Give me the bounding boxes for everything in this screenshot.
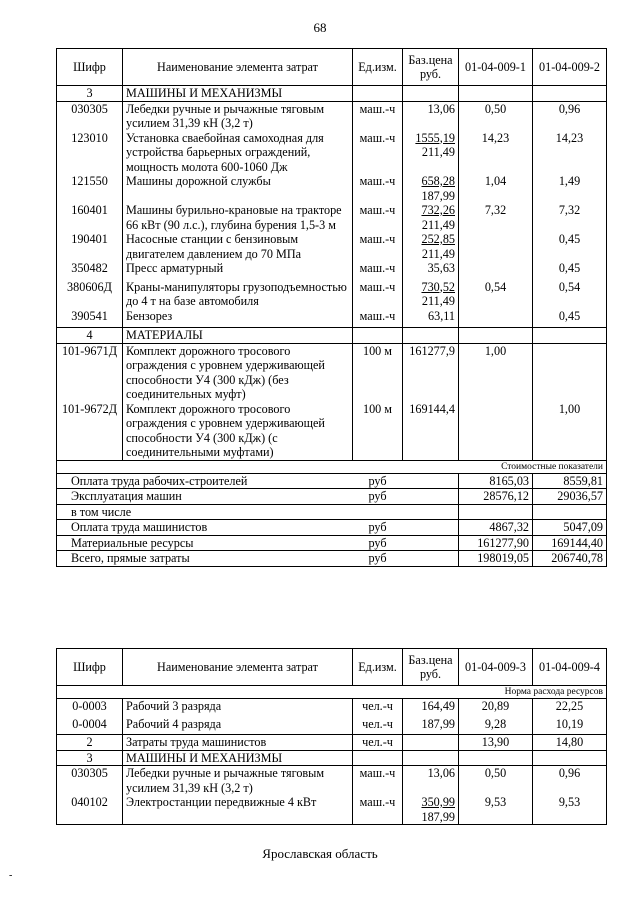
- summary-unit: руб: [353, 473, 403, 489]
- summary-label: Оплата труда машинистов: [57, 520, 353, 536]
- resource-table-1: [56, 48, 607, 567]
- resource-name: Лебедки ручные и рычажные тяговым усилием 31,39 кН (3,2 т): [123, 101, 353, 131]
- empty-cell: [353, 328, 403, 344]
- table-row: [57, 343, 607, 402]
- resource-unit: 100 м: [353, 402, 403, 461]
- norm-value-2: 0,96: [533, 101, 607, 131]
- header-code: Шифр: [57, 49, 123, 86]
- resource-name: Машины дорожной службы: [123, 174, 353, 203]
- resource-unit: чел.-ч: [353, 735, 403, 751]
- base-price-cell: [403, 261, 459, 280]
- section-header-row: [57, 86, 607, 102]
- cost-indicators-label: Стоимостные показатели: [57, 460, 607, 473]
- table-row: [57, 232, 607, 261]
- summary-unit: руб: [353, 551, 403, 567]
- resource-unit: маш.-ч: [353, 795, 403, 825]
- header-unit: Ед.изм.: [353, 649, 403, 686]
- empty-cell: [403, 328, 459, 344]
- empty-cell: [403, 735, 459, 751]
- resource-code: 101-9671Д: [57, 343, 123, 402]
- resource-code: 0-0003: [57, 699, 123, 717]
- summary-row: [57, 504, 607, 520]
- page-number: 68: [313, 20, 327, 35]
- norm-value-2: 7,32: [533, 203, 607, 232]
- norm-value-1: 20,89: [459, 699, 533, 717]
- header-code: Шифр: [57, 649, 123, 686]
- norm-value-1: 0,54: [459, 280, 533, 309]
- empty-cell: [533, 750, 607, 766]
- norm-value-2: 0,45: [533, 309, 607, 328]
- resource-name: Электростанции передвижные 4 кВт: [123, 795, 353, 825]
- summary-label: Оплата труда рабочих-строителей: [57, 473, 353, 489]
- section-number: 4: [57, 328, 123, 344]
- base-price: 1555,19: [415, 130, 455, 145]
- empty-cell: [353, 86, 403, 102]
- resource-code: 160401: [57, 203, 123, 232]
- resource-unit: чел.-ч: [353, 699, 403, 717]
- base-price-operator: 187,99: [421, 188, 455, 203]
- base-price-cell: [403, 174, 459, 203]
- section-title: МАШИНЫ И МЕХАНИЗМЫ: [123, 750, 353, 766]
- base-price-operator: 211,49: [421, 145, 455, 159]
- empty-cell: [403, 750, 459, 766]
- header-col1: 01-04-009-1: [459, 49, 533, 86]
- summary-value-2: 5047,09: [533, 520, 607, 536]
- norm-value-2: 9,53: [533, 795, 607, 825]
- section-header-row: [57, 735, 607, 751]
- base-price-cell: [403, 280, 459, 309]
- base-price: 164,49: [403, 699, 459, 717]
- norm-value-1: 14,23: [459, 131, 533, 175]
- empty-cell: [403, 489, 459, 505]
- section-number: 3: [57, 86, 123, 102]
- table-row: [57, 203, 607, 232]
- norm-value-2: 14,80: [533, 735, 607, 751]
- resource-unit: маш.-ч: [353, 309, 403, 328]
- summary-value-1: 8165,03: [459, 473, 533, 489]
- resource-name: Лебедки ручные и рычажные тяговым усилием 31,39 кН (3,2 т): [123, 766, 353, 796]
- base-price-cell: [403, 232, 459, 261]
- resource-unit: маш.-ч: [353, 766, 403, 796]
- cost-indicators-row: [57, 460, 607, 473]
- base-price-operator: 211,49: [421, 217, 455, 232]
- table-row: [57, 766, 607, 796]
- resource-unit: маш.-ч: [353, 174, 403, 203]
- summary-value-2: 8559,81: [533, 473, 607, 489]
- base-price-cell: [403, 402, 459, 461]
- norm-value-1: 0,50: [459, 766, 533, 796]
- base-price-cell: [403, 795, 459, 825]
- empty-cell: [459, 86, 533, 102]
- summary-value-1: 28576,12: [459, 489, 533, 505]
- base-price: 732,26: [421, 203, 455, 217]
- norm-value-1: [459, 402, 533, 461]
- header-col1: 01-04-009-3: [459, 649, 533, 686]
- resource-unit: 100 м: [353, 343, 403, 402]
- table-row: [57, 174, 607, 203]
- section-header-row: [57, 750, 607, 766]
- base-price-cell: [403, 343, 459, 402]
- empty-cell: [353, 750, 403, 766]
- base-price-operator: 187,99: [421, 809, 455, 824]
- section-title: Затраты труда машинистов: [123, 735, 353, 751]
- base-price: 169144,4: [409, 401, 455, 416]
- summary-value-2: [533, 504, 607, 520]
- resource-name: Рабочий 4 разряда: [123, 717, 353, 735]
- empty-cell: [403, 520, 459, 536]
- base-price-cell: [403, 131, 459, 175]
- summary-unit: руб: [353, 520, 403, 536]
- base-price: 350,99: [421, 795, 455, 809]
- norm-value-2: 14,23: [533, 131, 607, 175]
- section-title: МАТЕРИАЛЫ: [123, 328, 353, 344]
- table-row: [57, 699, 607, 717]
- resource-name: Рабочий 3 разряда: [123, 699, 353, 717]
- resource-unit: маш.-ч: [353, 232, 403, 261]
- footer-region: Ярославская область: [262, 846, 378, 861]
- resource-code: 350482: [57, 261, 123, 280]
- norm-value-2: 1,00: [533, 402, 607, 461]
- section-title: МАШИНЫ И МЕХАНИЗМЫ: [123, 86, 353, 102]
- base-price: 13,06: [427, 766, 455, 780]
- table-row: [57, 309, 607, 328]
- section-number: 2: [57, 735, 123, 751]
- norm-value-1: 0,50: [459, 101, 533, 131]
- resource-code: 121550: [57, 174, 123, 203]
- table-row: [57, 261, 607, 280]
- section-header-row: [57, 328, 607, 344]
- summary-value-2: 29036,57: [533, 489, 607, 505]
- norm-label-row: [57, 686, 607, 699]
- norm-value-1: 1,00: [459, 343, 533, 402]
- section-number: 3: [57, 750, 123, 766]
- norm-value-2: 0,54: [533, 280, 607, 309]
- base-price: 730,52: [421, 279, 455, 294]
- norm-value-2: 10,19: [533, 717, 607, 735]
- norm-value-1: 9,28: [459, 717, 533, 735]
- resource-unit: маш.-ч: [353, 280, 403, 309]
- table-row: [57, 131, 607, 175]
- resource-code: 380606Д: [57, 280, 123, 309]
- header-base-price: Баз.цена руб.: [403, 49, 459, 86]
- resource-unit: маш.-ч: [353, 261, 403, 280]
- resource-code: 123010: [57, 131, 123, 175]
- base-price: 161277,9: [409, 343, 455, 358]
- empty-cell: [533, 86, 607, 102]
- summary-row: [57, 551, 607, 567]
- base-price-operator: 211,49: [421, 246, 455, 261]
- resource-code: 030305: [57, 101, 123, 131]
- summary-value-1: [459, 504, 533, 520]
- empty-cell: [403, 535, 459, 551]
- norm-value-1: [459, 261, 533, 280]
- summary-value-2: 169144,40: [533, 535, 607, 551]
- table-row: [57, 101, 607, 131]
- resource-code: 390541: [57, 309, 123, 328]
- header-col2: 01-04-009-2: [533, 49, 607, 86]
- resource-table-2: [56, 648, 607, 825]
- resource-name: Установка сваебойная самоходная для устройства барьерных ограждений, мощность молота 600-1060 Дж: [123, 131, 353, 175]
- norm-value-2: 0,45: [533, 261, 607, 280]
- table-row: [57, 402, 607, 461]
- summary-label: Эксплуатация машин: [57, 489, 353, 505]
- resource-name: Краны-манипуляторы грузоподъемностью до 4 т на базе автомобиля: [123, 280, 353, 309]
- empty-cell: [533, 328, 607, 344]
- empty-cell: [403, 504, 459, 520]
- resource-code: 101-9672Д: [57, 402, 123, 461]
- resource-unit: маш.-ч: [353, 101, 403, 131]
- base-price: 35,63: [427, 261, 455, 275]
- norm-value-2: 1,49: [533, 174, 607, 203]
- empty-cell: [403, 86, 459, 102]
- norm-value-1: [459, 232, 533, 261]
- table-row: [57, 717, 607, 735]
- summary-label: в том числе: [57, 504, 353, 520]
- norm-label: Норма расхода ресурсов: [57, 686, 607, 699]
- table-row: [57, 795, 607, 825]
- header-col2: 01-04-009-4: [533, 649, 607, 686]
- norm-value-2: [533, 343, 607, 402]
- resource-code: 0-0004: [57, 717, 123, 735]
- summary-unit: руб: [353, 535, 403, 551]
- header-name: Наименование элемента затрат: [123, 649, 353, 686]
- base-price: 187,99: [403, 717, 459, 735]
- norm-value-2: 22,25: [533, 699, 607, 717]
- norm-value-1: 7,32: [459, 203, 533, 232]
- resource-name: Насосные станции с бензиновым двигателем давлением до 70 МПа: [123, 232, 353, 261]
- base-price: 252,85: [421, 232, 455, 246]
- header-unit: Ед.изм.: [353, 49, 403, 86]
- norm-value-2: 0,45: [533, 232, 607, 261]
- summary-unit: [353, 504, 403, 520]
- summary-value-1: 161277,90: [459, 535, 533, 551]
- summary-row: [57, 473, 607, 489]
- empty-cell: [403, 551, 459, 567]
- empty-cell: [403, 473, 459, 489]
- base-price-cell: [403, 766, 459, 796]
- empty-cell: [459, 328, 533, 344]
- resource-name: Комплект дорожного тросового ограждения с уровнем удерживающей способности У4 (300 кДж) (с соединительными муфтами): [123, 402, 353, 461]
- norm-value-1: 13,90: [459, 735, 533, 751]
- resource-code: 040102: [57, 795, 123, 825]
- footer-mark: -: [9, 870, 13, 881]
- summary-unit: руб: [353, 489, 403, 505]
- base-price-operator: 211,49: [421, 294, 455, 308]
- summary-value-2: 206740,78: [533, 551, 607, 567]
- header-name: Наименование элемента затрат: [123, 49, 353, 86]
- base-price-cell: [403, 309, 459, 328]
- resource-name: Бензорез: [123, 309, 353, 328]
- base-price: 63,11: [428, 308, 455, 323]
- summary-row: [57, 489, 607, 505]
- header-base-price: Баз.цена руб.: [403, 649, 459, 686]
- norm-value-1: 1,04: [459, 174, 533, 203]
- norm-value-1: [459, 309, 533, 328]
- table-row: [57, 280, 607, 309]
- norm-value-2: 0,96: [533, 766, 607, 796]
- empty-cell: [459, 750, 533, 766]
- summary-value-1: 198019,05: [459, 551, 533, 567]
- base-price-cell: [403, 101, 459, 131]
- resource-name: Машины бурильно-крановые на тракторе 66 кВт (90 л.с.), глубина бурения 1,5-3 м: [123, 203, 353, 232]
- resource-unit: маш.-ч: [353, 131, 403, 175]
- summary-label: Материальные ресурсы: [57, 535, 353, 551]
- base-price-cell: [403, 203, 459, 232]
- base-price: 13,06: [427, 101, 455, 116]
- resource-code: 190401: [57, 232, 123, 261]
- resource-name: Комплект дорожного тросового ограждения с уровнем удерживающей способности У4 (300 кДж) (без соединительных муфт): [123, 343, 353, 402]
- resource-code: 030305: [57, 766, 123, 796]
- summary-row: [57, 535, 607, 551]
- resource-unit: маш.-ч: [353, 203, 403, 232]
- summary-value-1: 4867,32: [459, 520, 533, 536]
- resource-name: Пресс арматурный: [123, 261, 353, 280]
- norm-value-1: 9,53: [459, 795, 533, 825]
- summary-label: Всего, прямые затраты: [57, 551, 353, 567]
- summary-row: [57, 520, 607, 536]
- resource-unit: чел.-ч: [353, 717, 403, 735]
- base-price: 658,28: [421, 174, 455, 188]
